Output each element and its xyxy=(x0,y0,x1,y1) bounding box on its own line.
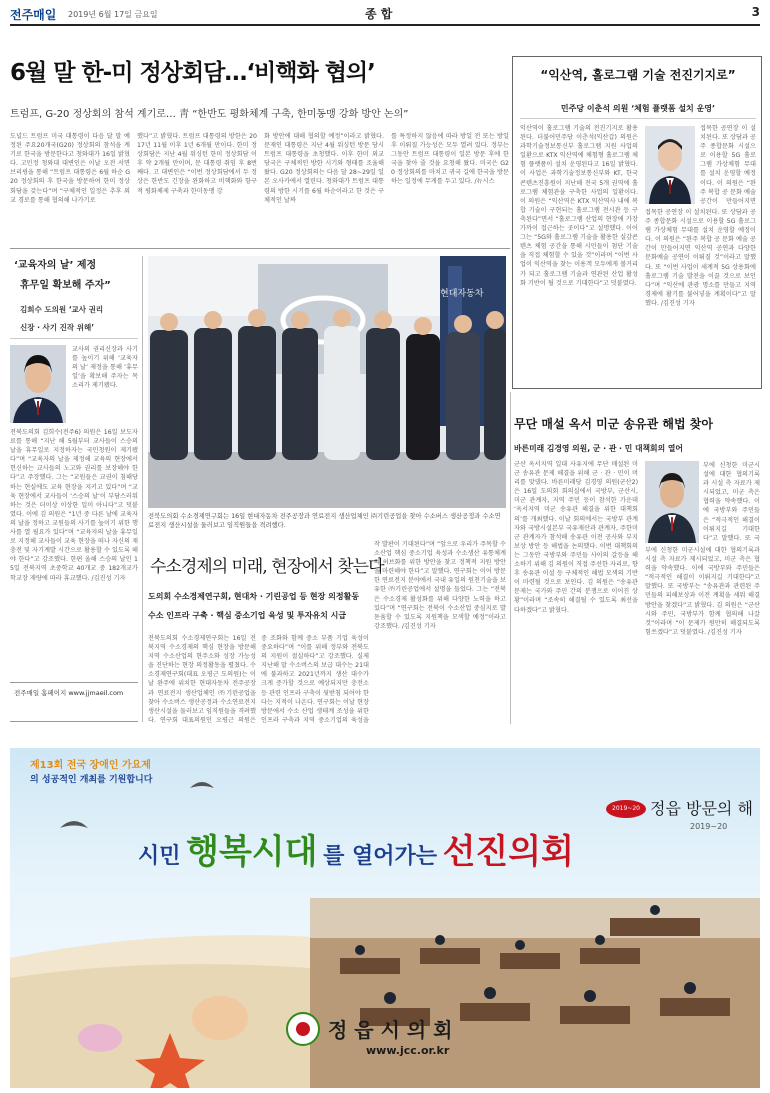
guest-col-2b: 접목한 공연장 이 설치된다. 또 상담과 공주 종합문화 시설으로 이용할 5G 홀로그램 가상체험 무대를 설치 운영할 예정이다. 이 의원은 “완주 복합 공 문화 예술 공간이 만들어지면 익산역 공연과 다양한 문화예술 공연이 이뤄질 것”이라고 말했다. 또 “이번 사업이 세계적 5G 상용화에 홀로그램 기술 발전을 이끌 것으로 보인다”며 “익산에 관광 명소를 만들고 지역 경제에 활기를 불어넣을 계획이다”고 말했다. /김진성 기자 xyxy=(645,209,756,307)
song-col-1: 군산 옥서지역 일대 사유지에 무단 매설된 미군 송유관 문제 해결을 위해 군 · 관 · 민이 머리를 맞댔다. 바른미래당 김경영 의원(군산2)은 16일 도의회 회의실에서 국방부, 군산시, 미군 관계자, 지역 주민 등이 참석한 가운데 ‘옥서지역 미군 송유관 해결을 위한 대책회의’를 개최했다. 이날 회의에서는 국방부 관계자와 국방시설본부 국유재산과 관계자, 주한미군 관계자가 참석해 송유관 이전 공사와 부지 보상 방안 등 해법을 논의했다. 이번 대책회의는 그동안 국방부와 주민들 사이의 갈등을 해소하기 위해 김 의원이 직접 주선한 자리로, 향후 송유관 이설 등 구체적인 해법 모색의 기반이 마련될 것으로 보인다. 김 의원은 “송유관 문제는 국가와 주민 간의 분쟁으로 이어진 상황”이라며 “조속히 해결될 수 있도록 최선을 다하겠다”고 밝혔다. xyxy=(514,461,638,614)
teacher-byline-1: 김희수 도의원 ‘교사 권리 xyxy=(20,305,104,314)
guest-col-1: 익산역이 홀로그램 기술의 전진기지로 활용된다. 더불어민주당 이춘석(익산갑) 의원은 과학기술정보통신부 홀로그램 지원 사업의 일환으로 KTX 익산역에 체험형 홀로그램 체험 플랫폼이 설치 운영된다고 16일 밝혔다. 이 사업은 과학기술정보통신부와 KT, 한국콘텐츠진흥원이 지난해 전국 5개 권역에 홀로그램 체험관을 구축한 사업의 일환이다. 이 의원은 “익산역은 KTX 익산역사 내에 복합 기술이 구현되는 홀로그램 전시관 등 구축된다”면서 “홀로그램 산업의 현장에 가장 가까이 접근하는 곳이다”고 설명했다. 이어 그는 “5G와 홀로그램 기술을 활용한 실감콘텐츠 체험 공간을 통해 시민들이 첨단 기술을 직접 체험할 수 있을 것”이라며 “이번 사업이 익산역을 찾는 이용객 모두에게 볼거리가 되고 홀로그램 기술과 연관된 산업 활성화 기반이 될 것으로 기대한다”고 덧붙였다. xyxy=(520,125,638,287)
paper-logo: 전주매일 xyxy=(10,8,57,22)
teacher-portrait xyxy=(10,345,66,423)
council-emblem-icon xyxy=(286,1012,320,1046)
ad-event-line: 제13회 전국 장애인 가요제 xyxy=(30,760,151,771)
lead-subhead: 트럼프, G-20 정상회의 참석 계기로… 靑 “한반도 평화체계 구축, 한미동맹 강화 방안 논의” xyxy=(10,109,409,120)
section-title: 종 합 xyxy=(365,7,393,21)
photo-caption: 전북도의회 수소경제연구회는 16일 현대자동차 전주공장과 연료전지 생산업체인 ㈜기린공업을 찾아 수소버스 생산공정과 수소연료전지 생산시설을 둘러보고 임직원들을 격려했다. xyxy=(148,513,501,529)
teacher-title-1: ‘교육자의 날’ 제정 xyxy=(14,260,97,271)
song-col-2a: 부에 신청한 미군시설에 대한 협의기록과 시설 측 자료가 제시되었고, 미군 측은 협력을 약속했다. 이에 국방부와 주민들은 “적극적인 해결이 이뤄지길 기대한다”고 말했다. 또 국 xyxy=(703,462,760,542)
factory-sign: 현대자동차 xyxy=(440,288,484,298)
divider xyxy=(142,256,143,722)
masthead xyxy=(10,4,760,26)
song-portrait xyxy=(645,461,699,543)
hydrogen-photo xyxy=(148,256,506,508)
hydrogen-sub-1: 도의회 수소경제연구회, 현대차 · 기린공업 등 현장 의정활동 xyxy=(148,592,360,601)
slogan-happiness: 행복시대 xyxy=(186,832,318,872)
hydrogen-col-3: 작 발판이 기대된다”며 “앞으로 우리가 주목할 수소산업 핵심 중소기업 육성과 수소생산 유통체계의 허브화를 위한 방안을 찾고 정책적 지원 방안을 마련해야 한다”고 말했다. 연구회는 이어 방문한 연료전지 분야에서 국내 유일의 원천기술을 보유한 ㈜기린공업에서 설명을 들었다. 그는 “전북은 수소경제 활성화를 위해 다양한 노력을 하고 있다”며 “연구회는 전북이 수소산업 중심지로 발돋움할 수 있도록 지원책을 모색할 예정”이라고 강조했다. /김진성 기자 xyxy=(374,541,506,630)
song-col-2b: 부에 신청한 미군시설에 대한 협의기록과 시설 측 자료가 제시되었고, 미군 측은 협력을 약속했다. 이에 국방부와 주민들은 “적극적인 해결이 이뤄지길 기대한다”고 말했다. 또 국방부는 “송유관과 관련된 주민들의 피해보상과 이전 계획을 세워 해결방안을 찾겠다”고 밝혔다. 김 의원은 “군산시와 주민, 국방부가 함께 협의해 나갈 것”이라며 “이 문제가 원만히 해결되도록 힘쓰겠다”고 덧붙였다. /김진성 기자 xyxy=(645,547,760,636)
council-url[interactable]: www.jcc.or.kr xyxy=(366,1044,450,1057)
calligraphy-text: 정읍 방문의 해 xyxy=(650,799,753,818)
divider xyxy=(510,392,511,724)
slogan-advanced-council: 선진의회 xyxy=(442,832,574,872)
divider xyxy=(10,248,510,249)
calligraphy-badge: 2019~20 xyxy=(606,800,646,818)
divider xyxy=(10,338,138,339)
calligraphy-year: 2019~20 xyxy=(690,822,728,831)
lead-col-2: 했다”고 밝혔다. 트럼프 대통령의 방한은 2017년 11월 이후 1년 6개월 만이다. 한미 정상회담은 지난 4월 워싱턴 한미 정상회담 이후 약 2개월 만이며, 문 대통령 취임 후 8번째다. 고 대변인은 “이번 정상회담에서 두 정상은 한반도 긴장을 완화하고 비핵화와 항구적 평화체제 구축과 한미동맹 강 xyxy=(137,133,257,195)
hydrogen-headline: 수소경제의 미래, 현장에서 찾는다 xyxy=(150,557,384,577)
song-headline: 무단 매설 옥서 미군 송유관 해법 찾아 xyxy=(514,417,713,431)
guest-byline: 민주당 이춘석 의원 ‘체험 플랫폼 설치 운영’ xyxy=(560,104,716,113)
slogan-middle: 를 열어가는 xyxy=(323,844,437,869)
page-number: 3 xyxy=(751,5,760,19)
teacher-byline-2: 신장 · 사기 진작 위해’ xyxy=(20,323,95,332)
group-photo xyxy=(148,256,506,508)
lead-headline: 6월 말 한-미 정상회담…‘비핵화 협의’ xyxy=(10,60,375,86)
council-name: 정 읍 시 의 회 xyxy=(328,1018,453,1042)
person-photo xyxy=(645,461,699,543)
issue-date: 2019년 6월 17일 금요일 xyxy=(68,10,158,19)
council-advertisement[interactable] xyxy=(10,748,760,1088)
hydrogen-sub-2: 수소 인프라 구축 · 핵심 중소기업 육성 및 투자유치 시급 xyxy=(148,611,347,620)
ad-wish-line: 의 성공적인 개최를 기원합니다 xyxy=(30,775,153,785)
hydrogen-col-2: 중 조화와 함께 중소 부품 기업 육성이 중요하다”며 “이를 위해 정부와 전북도의 지원이 절실하다”고 강조했다. 실제 지난해 말 수소버스의 보급 대수는 21대에 불과하고 2021년까지 생산 대수가 크게 증가할 것으로 예상되지만 충전소 등 관련 인프라 구축이 뒷받침 되어야 한다는 지적이 나온다. 연구회는 이날 현장 방문에서 수소 산업 생태계 조성을 위한 인프라 구축과 지역 중소기업의 육성을 xyxy=(261,635,369,724)
song-byline: 바른미래 김경영 의원, 군 · 관 · 민 대책회의 열어 xyxy=(514,444,683,453)
lead-col-1: 도널드 트럼프 미국 대통령이 다음 달 말 예정된 주요20개국(G20) 정상회의 참석을 계기로 한국을 방문한다고 청와대가 16일 밝혔다. 고민정 청와대 대변인은 이날 오전 서면브리핑을 통해 “트럼프 대통령은 6월 하순 G20 정상회의 후 한국을 방문하여 한미 정상회담을 갖는다”며 “구체적인 일정은 추후 외교 경로를 통해 협의해 나가기로 xyxy=(10,133,130,204)
guest-portrait xyxy=(645,126,695,204)
divider xyxy=(520,118,756,119)
person-photo xyxy=(10,345,66,423)
ad-slogan xyxy=(138,824,574,873)
guest-col-2a: 접목한 공연장 이 설치된다. 또 상담과 공주 종합문화 시설으로 이용할 5G 홀로그램 가상체험 무대를 설치 운영할 예정이다. 이 의원은 “완주 복합 공 문화 예술 공간이 만들어지면 xyxy=(700,125,756,205)
hydrogen-col-1: 전북도의회 수소경제연구회는 16일 전북지역 수소경제의 핵심 현장을 방문해 지역 수소산업의 현주소와 성장 가능성을 진단하는 현장 의정활동을 펼쳤다. 수소경제연구회(대표 오평근 도의원)는 이날 완주에 위치한 현대자동차 전주공장과 연료전지 생산업체인 ㈜기린공업을 찾아 수소버스 생산공정과 수소연료전지 생산시설을 둘러보고 임직원들을 격려했다. 연구회 대표의원인 오평근 의원은 xyxy=(148,635,256,724)
guest-title: “익산역, 홀로그램 기술 전진기지로” xyxy=(540,68,736,82)
lead-col-3: 화 방안에 대해 협의할 예정”이라고 밝혔다. 문재인 대통령은 지난 4월 워싱턴 방문 당시 트럼프 대통령을 초청했다. 이후 한미 외교 당국은 구체적인 방한 시기와 형태를 조율해 왔다. G20 정상회의는 다음 달 28~29일 일본 오사카에서 열린다. 청와대가 트럼프 대통령의 방한 시기를 6월 하순이라고 한 것은 구체적인 날짜 xyxy=(264,133,384,204)
teacher-col-a: 교사의 권리신장과 사기를 높이기 위해 ‘교육자의 날’ 제정을 통해 ‘휴무일’을 확보해 주자는 목소리가 제기됐다. xyxy=(72,346,138,390)
person-photo xyxy=(645,126,695,204)
slogan-prefix: 시민 xyxy=(138,844,181,869)
lead-col-4: 를 특정하지 않음에 따라 방일 전 또는 방일 후 이뤄질 가능성은 모두 열려 있다. 정부는 그동안 트럼프 대통령이 일본 방문 후에 한국을 찾아 줄 것을 요청해 왔다. 미국은 G20 정상회의를 마치고 귀국 길에 한국을 방문하는 일정에 무게를 두고 있다. /뉴시스 xyxy=(391,133,509,186)
homepage-link[interactable]: 전주매일 홈페이지 www.jjmaeil.com xyxy=(14,689,124,697)
teacher-title-2: 휴무일 확보해 주자” xyxy=(20,280,111,291)
teacher-col-b: 전북도의회 김희수(전주6) 의원은 16일 보도자료를 통해 “지난 해 5월부터 교사들이 스승의 날을 휴무일로 지정하자는 국민청원이 제기됐다”며 “교육자의 날을 제정해 교육의 현장에서 헌신하는 교사들의 노고와 권리를 보장해야 한다”고 주장했다. 그는 “교원들은 교권이 침해당하는 현실에도 교육 현장을 지키고 있다”며 “교육 현장에서 교사들이 ‘스승의 날’이 부담스러워 하는 것은 더이상 이상한 일이 아니다”고 덧붙였다. 이에 김 의원은 “1년 중 다른 날에 교육자의 날을 정하고 교원들의 사기를 높이기 위한 행사를 열 필요가 있다”며 “교육자의 날을 휴무일로 지정해 교사들이 교육 현장을 떠나 자신의 재충전 및 자기계발 시간으로 활용할 수 있도록 해야 한다”고 강조했다. 한편 올해 스승의 날인 15일 전북지역 초중학교 40개교 중 182개교가 학교장 재량에 따라 휴교했다. /김진성 기자 xyxy=(10,429,138,582)
